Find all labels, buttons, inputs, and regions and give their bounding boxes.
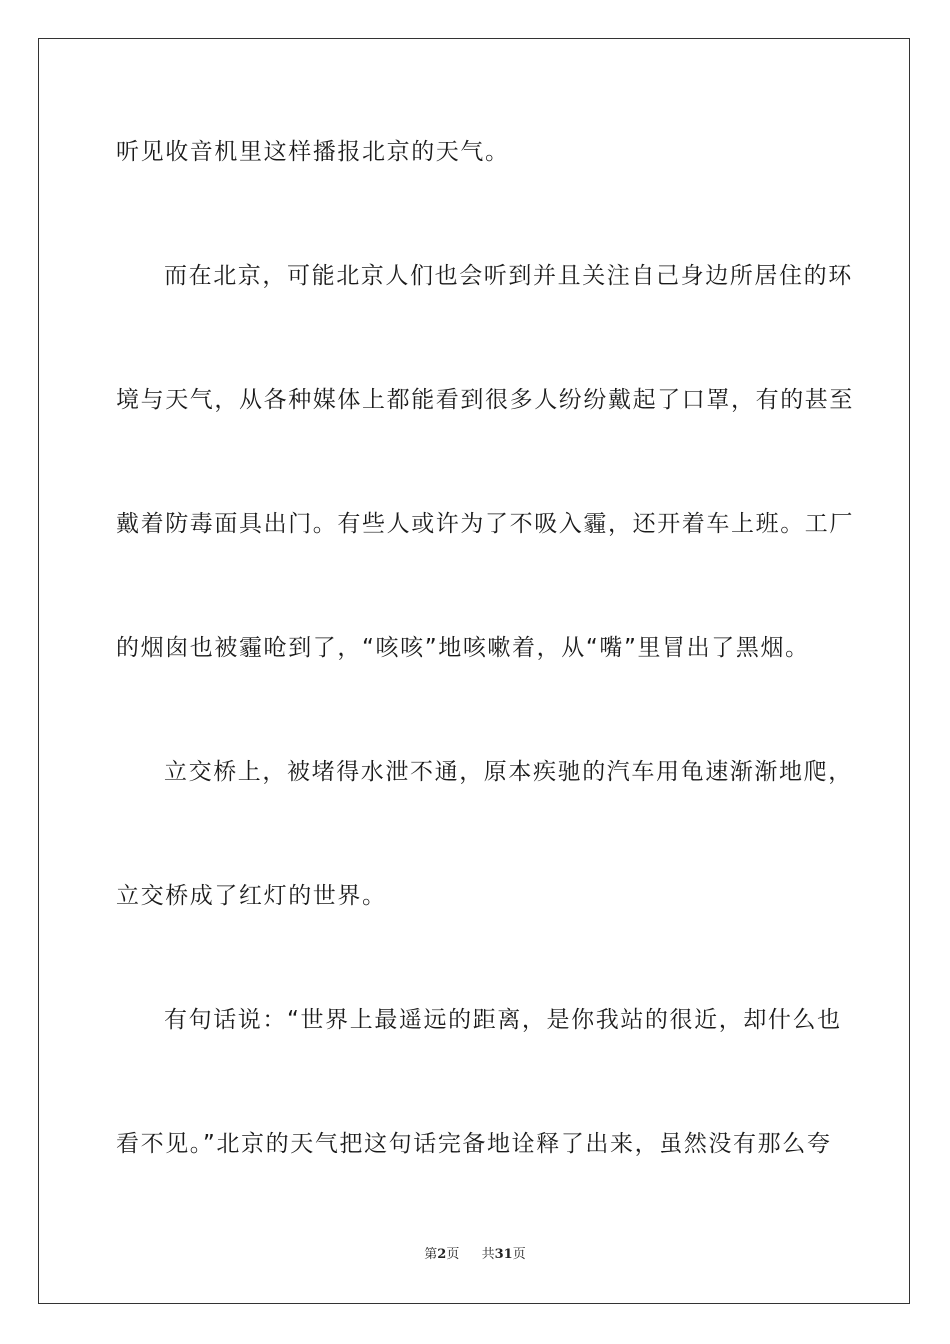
text-line-8: 有句话说：“世界上最遥远的距离，是你我站的很近，却什么也 bbox=[164, 1007, 842, 1033]
total-suffix: 页 bbox=[512, 1247, 526, 1262]
text-line-4: 戴着防毒面具出门。有些人或许为了不吸入霾，还开着车上班。工厂 bbox=[116, 511, 854, 537]
page-suffix: 页 bbox=[446, 1247, 460, 1262]
text-line-2: 而在北京，可能北京人们也会听到并且关注自己身边所居住的环 bbox=[164, 263, 853, 289]
page-footer bbox=[0, 1246, 950, 1264]
total-pages: 31 bbox=[494, 1247, 513, 1262]
text-line-9: 看不见。”北京的天气把这句话完备地诠释了出来，虽然没有那么夸 bbox=[116, 1131, 832, 1157]
text-line-3: 境与天气，从各种媒体上都能看到很多人纷纷戴起了口罩，有的甚至 bbox=[116, 387, 854, 413]
text-line-5: 的烟囱也被霾呛到了，“咳咳”地咳嗽着，从“嘴”里冒出了黑烟。 bbox=[116, 635, 810, 661]
page-number-label bbox=[424, 1247, 463, 1262]
text-line-1: 听见收音机里这样播报北京的天气。 bbox=[116, 139, 510, 165]
page-prefix: 第 bbox=[424, 1247, 438, 1262]
text-line-6: 立交桥上，被堵得水泄不通，原本疾驰的汽车用龟速渐渐地爬， bbox=[164, 759, 853, 785]
text-line-7: 立交桥成了红灯的世界。 bbox=[116, 883, 387, 909]
total-pages-label bbox=[482, 1247, 526, 1262]
total-prefix: 共 bbox=[481, 1247, 495, 1262]
page-border bbox=[38, 38, 910, 1304]
page-number: 2 bbox=[437, 1247, 447, 1262]
